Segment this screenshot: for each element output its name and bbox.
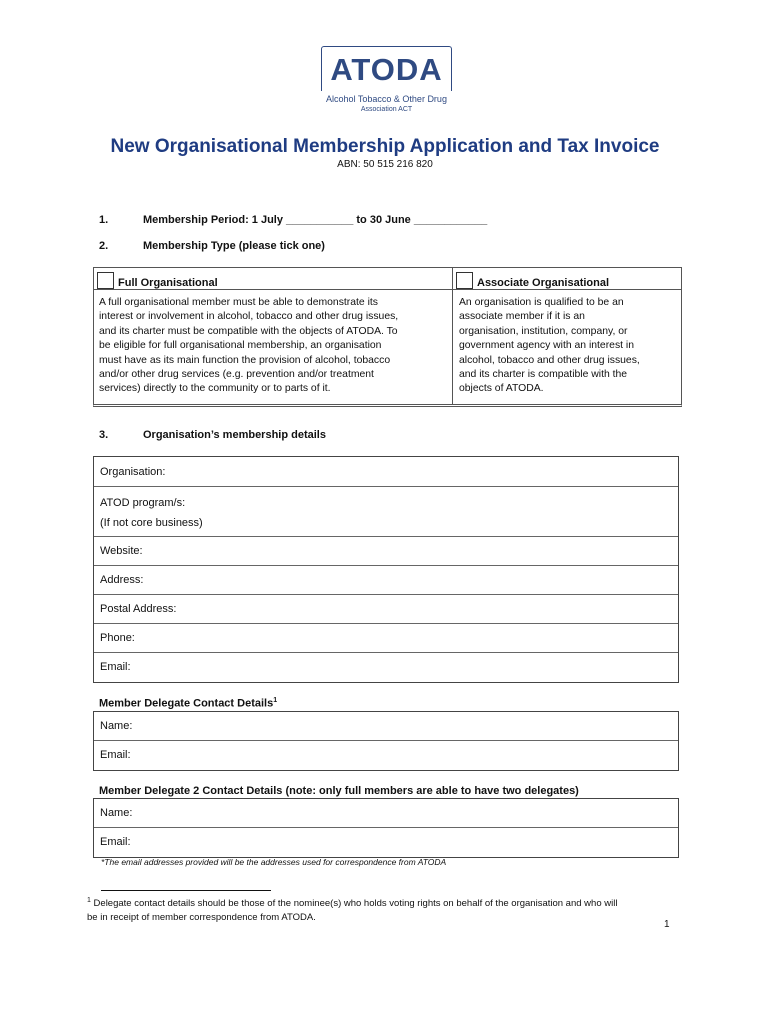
field-label: Website: — [100, 545, 143, 557]
description-line: and its charter is compatible with the — [459, 369, 628, 381]
organisation-field[interactable] — [94, 457, 678, 487]
atod-program-field[interactable] — [94, 487, 678, 537]
full-organisational-title: Full Organisational — [118, 277, 218, 289]
email-field[interactable] — [94, 653, 678, 682]
delegate-2-heading: Member Delegate 2 Contact Details (note: only full members are able to have two delegates) — [99, 785, 579, 797]
delegate-1-label: Member Delegate Contact Details — [99, 697, 274, 710]
abn-number: ABN: 50 515 216 820 — [337, 159, 433, 170]
logo-subtitle-2: Association ACT — [360, 106, 413, 113]
page-title: New Organisational Membership Application and Tax Invoice — [110, 136, 660, 157]
associate-organisational-description — [459, 296, 640, 397]
membership-details-heading: Organisation’s membership details — [143, 429, 326, 441]
postal-address-field[interactable] — [94, 595, 678, 624]
description-line: A full organisational member must be able to demonstrate its — [99, 297, 378, 308]
description-line: and/or other drug services (e.g. prevention and/or treatment — [99, 369, 374, 381]
membership-period: Membership Period: 1 July ___________ to 30 June ____________ — [143, 214, 488, 226]
item-number: 1. — [99, 214, 109, 226]
field-label: Name: — [100, 720, 133, 732]
description-line: be eligible for full organisational membership, an organisation — [99, 340, 382, 352]
description-line: objects of ATODA. — [459, 383, 544, 395]
delegate-1-email-field[interactable] — [94, 741, 678, 770]
field-label: Email: — [100, 661, 131, 673]
field-label: Organisation: — [100, 466, 166, 478]
footnote-line: be in receipt of member correspondence from ATODA. — [87, 912, 316, 924]
footnote-number: 1 — [87, 897, 91, 904]
organisation-details-table — [93, 456, 679, 683]
field-label: Phone: — [100, 632, 135, 644]
logo-subtitle: Alcohol Tobacco & Other Drug — [326, 94, 447, 104]
description-line: interest or involvement in alcohol, tobacco and other drug issues, — [99, 311, 399, 323]
field-label: ATOD program/s: — [100, 497, 186, 509]
footnote-marker: 1 — [273, 697, 278, 704]
full-organisational-description — [99, 296, 398, 397]
description-line: services) directly to the community or to parts of it. — [99, 383, 331, 395]
delegate-1-table — [93, 711, 679, 771]
item-number: 3. — [99, 429, 109, 441]
delegate-2-table — [93, 798, 679, 858]
description-line: and its charter must be compatible with the objects of ATODA. To — [99, 325, 398, 337]
phone-field[interactable] — [94, 624, 678, 653]
logo-name: ATODA — [330, 52, 443, 87]
description-line: alcohol, tobacco and other drug issues, — [459, 354, 640, 366]
description-line: An organisation is qualified to be an — [459, 297, 624, 308]
website-field[interactable] — [94, 537, 678, 566]
item-number: 2. — [99, 240, 109, 252]
footnote-divider — [101, 890, 271, 891]
email-note: *The email addresses provided will be the addresses used for correspondence from ATODA — [101, 857, 447, 867]
membership-type-heading: Membership Type (please tick one) — [143, 240, 325, 252]
atoda-logo — [321, 46, 452, 118]
full-organisational-checkbox[interactable] — [97, 272, 114, 289]
header-divider — [94, 289, 681, 290]
field-label: Postal Address: — [100, 603, 177, 615]
delegate-2-email-field[interactable] — [94, 828, 678, 857]
description-line: associate member if it is an — [459, 311, 585, 323]
associate-organisational-title: Associate Organisational — [477, 277, 610, 289]
description-line: government agency with an interest in — [459, 340, 635, 352]
page-number: 1 — [664, 919, 670, 930]
field-label: Name: — [100, 807, 133, 819]
footnote — [87, 894, 687, 925]
delegate-1-name-field[interactable] — [94, 712, 678, 741]
description-line: must have as its main function the provision of alcohol, tobacco — [99, 354, 391, 366]
footnote-line: Delegate contact details should be those of the nominee(s) who holds voting rights on behalf of the organisation and who will — [93, 898, 618, 910]
associate-organisational-checkbox[interactable] — [456, 272, 473, 289]
field-label: Email: — [100, 749, 131, 761]
address-field[interactable] — [94, 566, 678, 595]
delegate-2-name-field[interactable] — [94, 799, 678, 828]
membership-type-table — [93, 267, 682, 407]
field-note: (If not core business) — [100, 517, 203, 529]
delegate-1-heading — [99, 697, 277, 710]
field-label: Address: — [100, 574, 144, 586]
description-line: organisation, institution, company, or — [459, 325, 628, 337]
field-label: Email: — [100, 836, 131, 848]
